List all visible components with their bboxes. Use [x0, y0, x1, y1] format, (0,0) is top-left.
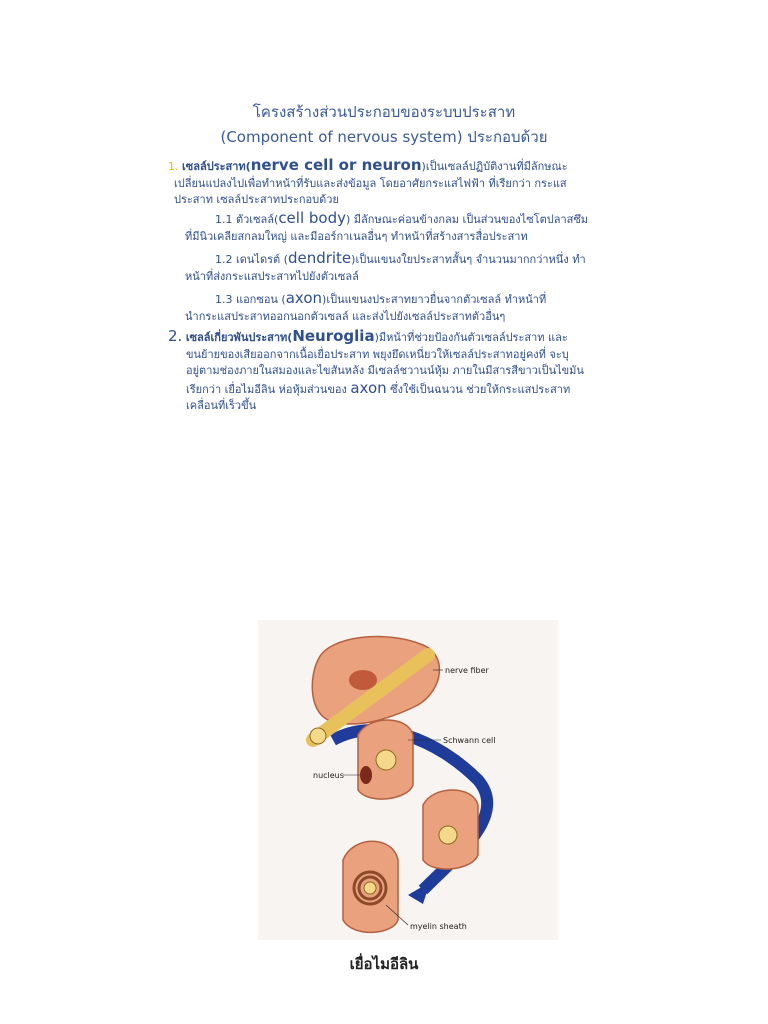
- sub1-term: cell body: [278, 209, 346, 227]
- label-myelin-sheath: myelin sheath: [410, 922, 467, 931]
- page-title: โครงสร้างส่วนประกอบของระบบประสาท: [252, 103, 516, 121]
- sub2-paragraph: [185, 250, 605, 285]
- label-schwann-cell: Schwann cell: [443, 736, 496, 745]
- sub2-post: )เป็นแขนงใยประสาทสั้นๆ จำนวนมากกว่าหนึ่ง ทำ: [351, 253, 586, 266]
- item1-line3: ประสาท เซลล์ประสาทประกอบด้วย: [174, 193, 339, 206]
- item2-line4-pre: เรียกว่า เยื่อไมอีลิน ห่อหุ้มส่วนของ: [186, 382, 351, 396]
- label-nerve-fiber: nerve fiber: [445, 666, 489, 675]
- sub3-paragraph: [185, 290, 605, 325]
- sub3-pre: 1.3 แอกซอน (: [215, 293, 286, 306]
- item1-term: nerve cell or neuron: [250, 156, 422, 174]
- cell-nucleus-top: [349, 670, 377, 690]
- sub1-line2: ที่มีนิวเคลียสกลมใหญ่ และมีออร์กาเนลอื่นๆ ทำหน้าที่สร้างสารสื่อประสาท: [185, 229, 528, 243]
- sub3-line2: นำกระแสประสาทออกนอกตัวเซลล์ และส่งไปยังเซลล์ประสาทตัวอื่นๆ: [185, 309, 506, 323]
- axon-cross-section-1: [376, 750, 396, 770]
- item2-pre: เซลล์เกี่ยวพันประสาท(: [185, 331, 293, 344]
- label-nucleus: nucleus: [313, 771, 344, 780]
- sub1-pre: 1.1 ตัวเซลล์(: [215, 213, 279, 226]
- item1-line2: เปลี่ยนแปลงไปเพื่อทำหน้าที่รับและส่งข้อมูล โดยอาศัยกระแสไฟฟ้า ที่เรียกว่า กระแส: [174, 176, 567, 190]
- sub2-term: dendrite: [287, 249, 352, 267]
- item2-number: 2.: [168, 327, 183, 345]
- item2-term: Neuroglia: [292, 327, 375, 345]
- nucleus-marker: [360, 766, 372, 784]
- sub1-post: ) มีลักษณะค่อนข้างกลม เป็นส่วนของไซโตปลาสซึม: [346, 213, 589, 226]
- figure-caption: เยื่อไมอีลิน: [349, 955, 419, 973]
- sub2-pre: 1.2 เดนไดรต์ (: [215, 253, 288, 266]
- item2-line5: เคลื่อนที่เร็วขึ้น: [186, 399, 257, 412]
- item2-line2: ขนย้ายของเสียออกจากเนื้อเยื่อประสาท พยุงยึดเหนี่ยวให้เซลล์ประสาทอยู่คงที่ จะบุ: [186, 347, 569, 361]
- item1-pre: เซลล์ประสาท(: [182, 160, 251, 173]
- item2-line3: อยู่ตามช่องภายในสมองและไขสันหลัง มีเซลล์ชวานน์หุ้ม ภายในมีสารสีขาวเป็นไขมัน: [186, 364, 584, 377]
- item2-line4-post: ซึ่งใช้เป็นฉนวน ช่วยให้กระแสประสาท: [386, 382, 571, 396]
- item1-paragraph: [168, 157, 608, 209]
- sub3-term: axon: [285, 289, 323, 307]
- axon-cross-section-2: [439, 826, 457, 844]
- page-subtitle: (Component of nervous system) ประกอบด้วย: [220, 128, 548, 146]
- sub3-post: )เป็นแขนงประสาทยาวยื่นจากตัวเซลล์ ทำหน้าที่: [322, 293, 547, 306]
- item1-number: 1.: [168, 160, 179, 173]
- item2-paragraph: [168, 328, 608, 415]
- fiber-end: [310, 728, 326, 744]
- myelin-figure: [258, 620, 558, 940]
- item2-post: )มีหน้าที่ช่วยป้องกันตัวเซลล์ประสาท และ: [374, 331, 568, 344]
- axon-cross-section-3: [364, 882, 376, 894]
- sub1-paragraph: [185, 210, 605, 245]
- myelin-diagram: [258, 620, 558, 940]
- item2-line4-term: axon: [350, 378, 387, 397]
- sub2-line2: หน้าที่ส่งกระแสประสาทไปยังตัวเซลล์: [185, 269, 359, 283]
- item1-post: )เป็นเซลล์ปฏิบัติงานที่มีลักษณะ: [421, 160, 568, 173]
